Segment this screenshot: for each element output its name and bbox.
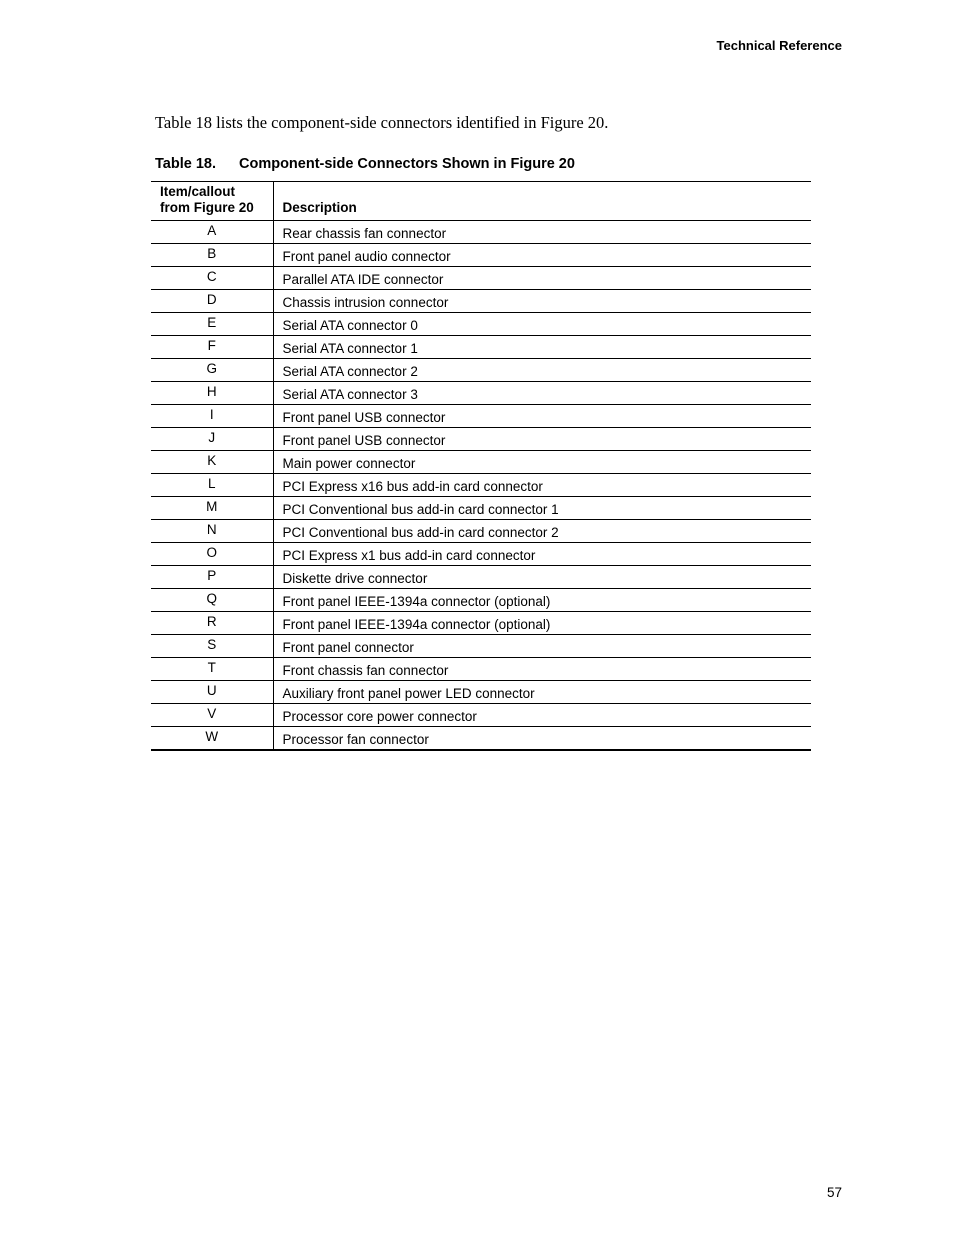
row-description: Front panel IEEE-1394a connector (optional) [273, 612, 811, 635]
intro-paragraph: Table 18 lists the component-side connectors identified in Figure 20. [155, 113, 609, 132]
row-item-callout: J [151, 428, 273, 451]
page-number: 57 [826, 1185, 842, 1200]
table-caption-number: Table 18. [155, 156, 216, 172]
row-item-callout: O [151, 543, 273, 566]
row-description: Main power connector [273, 451, 811, 474]
row-description: Front panel audio connector [273, 244, 811, 267]
table-row [151, 497, 811, 520]
row-description: Serial ATA connector 0 [273, 313, 811, 336]
connectors-table [151, 181, 811, 751]
table-row [151, 543, 811, 566]
row-item-callout: N [151, 520, 273, 543]
row-description: Serial ATA connector 2 [273, 359, 811, 382]
column-header-description: Description [273, 182, 811, 221]
table-row [151, 221, 811, 244]
table-row [151, 704, 811, 727]
table-row [151, 589, 811, 612]
table-row [151, 727, 811, 750]
table-row [151, 267, 811, 290]
table-row [151, 359, 811, 382]
table-row [151, 382, 811, 405]
row-description: Front chassis fan connector [273, 658, 811, 681]
row-item-callout: D [151, 290, 273, 313]
column-header-item-line2: from Figure 20 [160, 200, 254, 215]
row-item-callout: L [151, 474, 273, 497]
row-item-callout: H [151, 382, 273, 405]
column-header-item-line1: Item/callout [160, 184, 236, 199]
row-item-callout: Q [151, 589, 273, 612]
row-item-callout: M [151, 497, 273, 520]
column-header-item [151, 182, 273, 221]
row-description: Rear chassis fan connector [273, 221, 811, 244]
table-row [151, 451, 811, 474]
row-item-callout: U [151, 681, 273, 704]
row-description: Processor core power connector [273, 704, 811, 727]
table-row [151, 635, 811, 658]
row-item-callout: B [151, 244, 273, 267]
row-item-callout: P [151, 566, 273, 589]
row-description: Serial ATA connector 3 [273, 382, 811, 405]
row-description: Processor fan connector [282, 731, 429, 747]
table-caption-title: Component-side Connectors Shown in Figure 20 [239, 156, 575, 172]
row-description: Front panel USB connector [273, 405, 811, 428]
table-row [151, 681, 811, 704]
row-item-callout: T [151, 658, 273, 681]
row-item-callout: A [151, 221, 273, 244]
row-description: Front panel USB connector [273, 428, 811, 451]
table-row [151, 428, 811, 451]
row-item-callout: G [151, 359, 273, 382]
table-row [151, 313, 811, 336]
running-header: Technical Reference [716, 38, 842, 53]
table-row [151, 520, 811, 543]
row-description: PCI Express x16 bus add-in card connector [273, 474, 811, 497]
row-description: Parallel ATA IDE connector [273, 267, 811, 290]
row-item-callout: E [151, 313, 273, 336]
row-item-callout: R [151, 612, 273, 635]
row-item-callout: S [151, 635, 273, 658]
row-item-callout: K [151, 451, 273, 474]
table-row [151, 474, 811, 497]
table-row [151, 244, 811, 267]
table-row [151, 405, 811, 428]
row-item-callout: F [151, 336, 273, 359]
table-row [151, 658, 811, 681]
table-row [151, 336, 811, 359]
row-description: Diskette drive connector [273, 566, 811, 589]
row-description: Front panel IEEE-1394a connector (optional) [273, 589, 811, 612]
row-item-callout: W [151, 727, 273, 750]
row-description: Chassis intrusion connector [273, 290, 811, 313]
row-description: Serial ATA connector 1 [273, 336, 811, 359]
row-description: Auxiliary front panel power LED connector [273, 681, 811, 704]
row-description: PCI Express x1 bus add-in card connector [273, 543, 811, 566]
table-row [151, 612, 811, 635]
row-description: Front panel connector [273, 635, 811, 658]
table-row [151, 566, 811, 589]
row-item-callout: I [151, 405, 273, 428]
row-item-callout: C [151, 267, 273, 290]
table-body [151, 221, 811, 750]
row-description: PCI Conventional bus add-in card connector 2 [273, 520, 811, 543]
row-description: PCI Conventional bus add-in card connector 1 [273, 497, 811, 520]
table-caption [155, 156, 575, 172]
row-item-callout: V [151, 704, 273, 727]
table-row [151, 290, 811, 313]
table-header-row [151, 182, 811, 221]
